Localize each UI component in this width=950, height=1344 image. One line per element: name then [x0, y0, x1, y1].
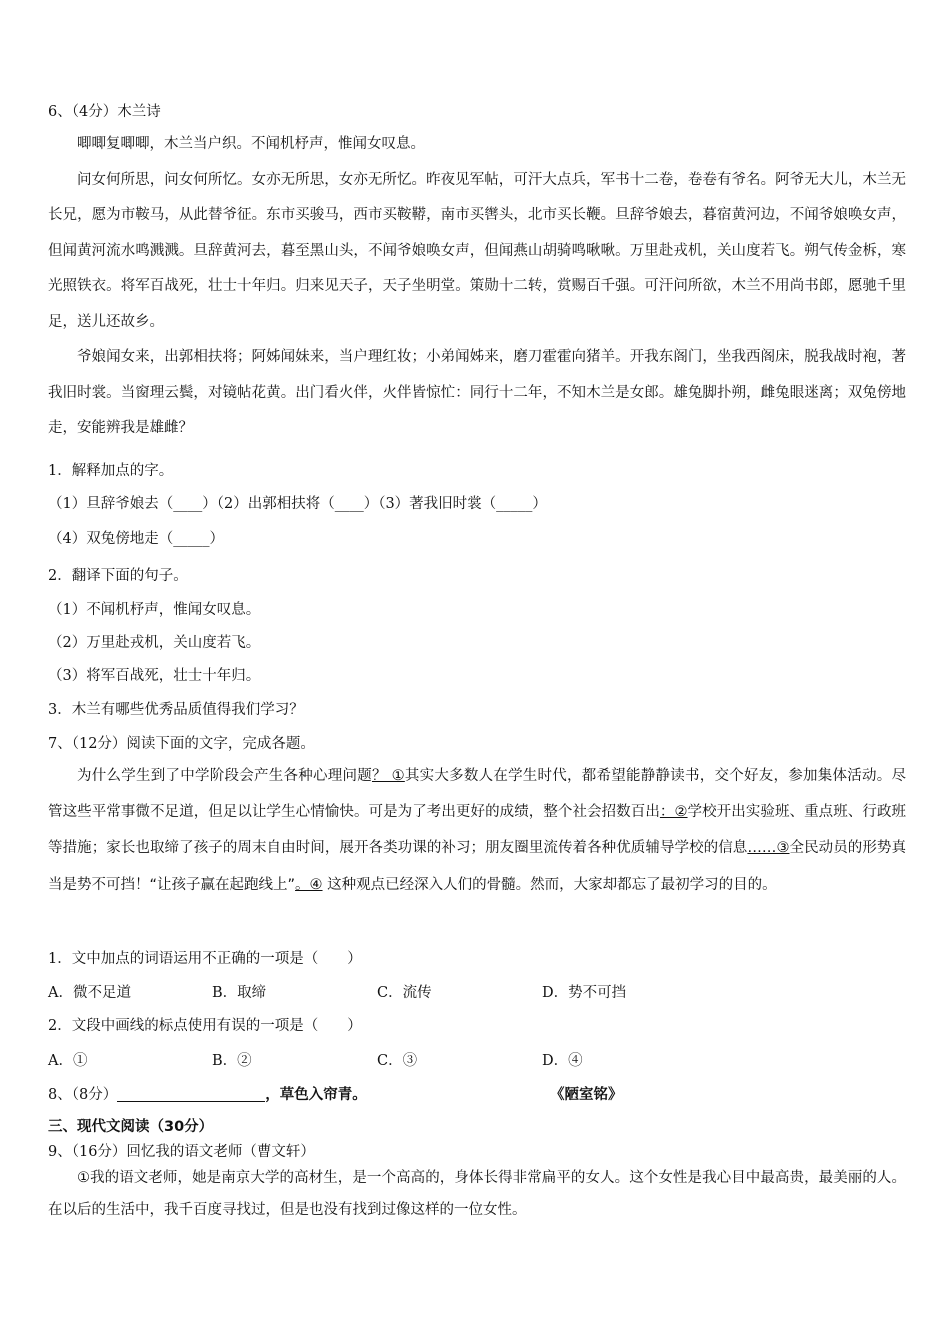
- q7-sub1: 1．文中加点的词语运用不正确的一项是（ ）: [48, 951, 362, 967]
- punct-mark-3: ……③: [747, 840, 790, 857]
- q7-text-5: 这种观点已经深入人们的骨髓。然而，大家却都忘了最初学习的目的。: [322, 876, 777, 893]
- punct-mark-4: 。④: [295, 876, 323, 893]
- q6-sub3: 3．木兰有哪些优秀品质值得我们学习？: [48, 702, 304, 718]
- q9-paragraph-1: ①我的语文老师，她是南京大学的高材生，是一个高高的，身体长得非常扁平的女人。这个女性是我心目中最高贵，最美丽的人。在以后的生活中，我千百度寻找过，但是也没有找到过像这样的一位女性。: [48, 1170, 906, 1218]
- q6-sub1-items-b: （4）双兔傍地走（_____）: [48, 531, 224, 547]
- q8-verse: ，草色入帘青。: [265, 1086, 367, 1103]
- q7-text-2: 其实大多数人在学生时代，都希望能静静读书，交个好友，参加集体活动。尽管这些平常事微不足道，但足以让学生心情愉快。可是为了考出更好的成绩，整个社会招数百出: [48, 768, 907, 821]
- q6-title: 6、（4分）木兰诗: [48, 104, 161, 120]
- q7-text-1: 为什么学生到了中学阶段会产生各种心理问题: [77, 768, 372, 784]
- q7-sub1-option-c[interactable]: C．流传: [377, 985, 432, 1001]
- q7-sub2-option-a[interactable]: A．①: [48, 1053, 88, 1069]
- q7-title: 7、（12分）阅读下面的文字，完成各题。: [48, 736, 315, 752]
- q7-text-3: 学校开出实验班、重点班、行政班等措施；家长也取缔了孩子的周末自由时间，展开各类功课的补习；朋友圈里流传着各种优质辅导学校的信息: [48, 804, 907, 857]
- q8-source: 《陋室铭》: [550, 1086, 623, 1103]
- q7-text-4: 全民动员的形势真当是势不可挡！“让孩子赢在起跑线上”: [48, 840, 907, 893]
- q7-sub1-option-a[interactable]: A．微不足道: [48, 985, 131, 1001]
- q9-title: 9、（16分）回忆我的语文老师（曹文轩）: [48, 1144, 315, 1160]
- q7-sub1-option-d[interactable]: D．势不可挡: [542, 985, 627, 1001]
- poem-para-1: 唧唧复唧唧，木兰当户织。不闻机杼声，惟闻女叹息。: [77, 136, 425, 152]
- q7-passage: [48, 758, 906, 903]
- q7-sub2: 2．文段中画线的标点使用有误的一项是（ ）: [48, 1018, 362, 1034]
- q6-sub1: 1．解释加点的字。: [48, 463, 174, 479]
- q7-sub2-option-d[interactable]: D．④: [542, 1053, 583, 1069]
- q7-sub2-option-c[interactable]: C．③: [377, 1053, 418, 1069]
- q8-prefix: 8、（8分）: [48, 1087, 118, 1103]
- q6-sub2-b: （2）万里赴戎机，关山度若飞。: [48, 635, 261, 651]
- q7-paragraph: [48, 758, 906, 903]
- q6-sub2: 2．翻译下面的句子。: [48, 568, 188, 584]
- q8-line: [48, 1085, 367, 1105]
- q6-sub2-c: （3）将军百战死，壮士十年归。: [48, 668, 261, 684]
- q7-sub1-option-b[interactable]: B．取缔: [212, 985, 267, 1001]
- q6-sub2-a: （1）不闻机杼声，惟闻女叹息。: [48, 602, 261, 618]
- q6-sub1-items-a: （1）旦辞爷娘去（____）（2）出郭相扶将（____）（3）著我旧时裳（_____）: [48, 496, 547, 512]
- poem-para-2: 问女何所思，问女何所忆。女亦无所思，女亦无所忆。昨夜见军帖，可汗大点兵，军书十二卷，卷卷有爷名。阿爷无大儿，木兰无长兄，愿为市鞍马，从此替爷征。东市买骏马，西市买鞍鞯，南市买辔头，北市买长鞭。旦辞爷娘去，暮宿黄河边，不闻爷娘唤女声，但闻黄河流水鸣溅溅。旦辞黄河去，暮至黑山头，不闻爷娘唤女声，但闻燕山胡骑鸣啾啾。万里赴戎机，关山度若飞。朔气传金柝，寒光照铁衣。将军百战死，壮士十年归。归来见天子，天子坐明堂。策勋十二转，赏赐百千强。可汗问所欲，木兰不用尚书郎，愿驰千里足，送儿还故乡。: [48, 171, 906, 330]
- q8-answer-blank[interactable]: [117, 1086, 265, 1102]
- punct-mark-1: ？ ①: [371, 768, 405, 784]
- q6-poem: [48, 127, 906, 447]
- punct-mark-2: ：②: [659, 804, 688, 821]
- q9-passage: [48, 1162, 906, 1226]
- section-3-heading: 三、现代文阅读（30分）: [48, 1119, 214, 1135]
- q7-sub2-option-b[interactable]: B．②: [212, 1053, 252, 1069]
- poem-para-3: 爷娘闻女来，出郭相扶将；阿姊闻妹来，当户理红妆；小弟闻姊来，磨刀霍霍向猪羊。开我东阁门，坐我西阁床，脱我战时袍，著我旧时裳。当窗理云鬓，对镜帖花黄。出门看火伴，火伴皆惊忙：同行十二年，不知木兰是女郎。雄兔脚扑朔，雌兔眼迷离；双兔傍地走，安能辨我是雄雌？: [48, 349, 906, 436]
